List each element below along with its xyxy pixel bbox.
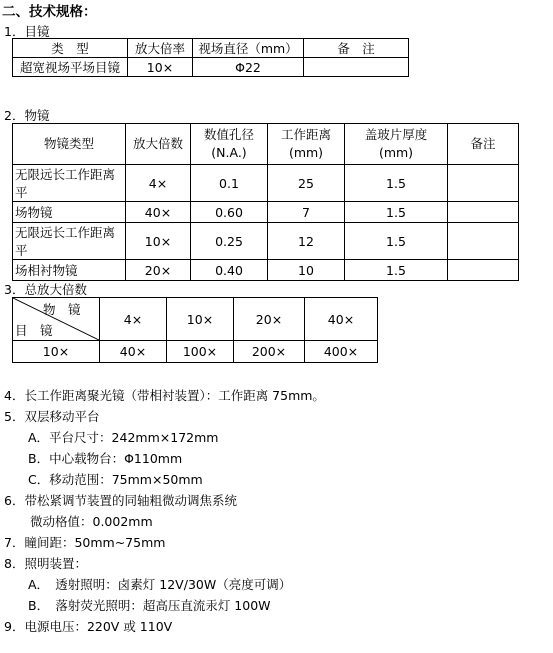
table-cell: 40×	[100, 341, 167, 363]
spec-item-7: 7．瞳间距：50mm~75mm	[4, 535, 166, 550]
header-cell: 40×	[305, 298, 378, 341]
header-cell: 20×	[234, 298, 305, 341]
table-cell: 1.5	[345, 260, 448, 281]
table-cell: 10	[268, 260, 345, 281]
table-row	[13, 58, 409, 77]
table-cell	[448, 223, 519, 260]
header-cell: 放大倍率	[128, 39, 193, 58]
header-cell: 物镜类型	[13, 124, 126, 165]
spec-item-4: 4．长工作距离聚光镜（带相衬装置）：工作距离 75mm。	[4, 388, 325, 403]
table-cell: 10×	[126, 223, 191, 260]
table-cell: 0.60	[191, 202, 268, 223]
spec-item-5a: A．平台尺寸：242mm×172mm	[28, 430, 219, 445]
table-cell: 无限远长工作距离平	[13, 165, 126, 202]
table-cell: Φ22	[193, 58, 304, 77]
spec-item-9: 9．电源电压：220V 或 110V	[4, 619, 173, 634]
spec-item-5c: C．移动范围：75mm×50mm	[28, 472, 203, 487]
table-cell: 1.5	[345, 202, 448, 223]
header-cell: 放大倍数	[126, 124, 191, 165]
spec-item-8a: A． 透射照明：卤素灯 12V/30W（亮度可调）	[28, 577, 292, 592]
eyepiece-table	[12, 38, 409, 77]
table-cell: 40×	[126, 202, 191, 223]
header-cell	[345, 124, 448, 165]
header-cell: 10×	[167, 298, 234, 341]
table-cell: 0.25	[191, 223, 268, 260]
table-cell: 200×	[234, 341, 305, 363]
total-title: 3．总放大倍数	[4, 282, 87, 297]
table-cell: 7	[268, 202, 345, 223]
spec-item-6: 6．带松紧调节装置的同轴粗微动调焦系统	[4, 493, 237, 508]
header-line: (N.A.)	[211, 145, 247, 160]
table-cell	[448, 260, 519, 281]
total-table	[12, 297, 378, 363]
corner-objective-label: 物 镜	[43, 302, 81, 317]
table-cell: 25	[268, 165, 345, 202]
table-cell: 1.5	[345, 165, 448, 202]
header-line: 工作距离	[280, 127, 331, 142]
table-cell: 超宽视场平场目镜	[13, 58, 128, 77]
header-line: (mm)	[288, 145, 324, 160]
table-header-row	[13, 124, 519, 165]
header-cell: 备 注	[304, 39, 409, 58]
spec-item-5: 5．双层移动平台	[4, 409, 100, 424]
header-cell: 视场直径（mm）	[193, 39, 304, 58]
table-header-row	[13, 298, 378, 341]
table-row	[13, 202, 519, 223]
header-cell: 类 型	[13, 39, 128, 58]
table-cell: 4×	[126, 165, 191, 202]
table-cell	[448, 165, 519, 202]
table-cell: 0.1	[191, 165, 268, 202]
corner-eyepiece-label: 目 镜	[15, 323, 53, 338]
eyepiece-title: 1．目镜	[4, 24, 50, 39]
spec-item-5b: B．中心载物台：Φ110mm	[28, 451, 183, 466]
table-cell: 20×	[126, 260, 191, 281]
header-line: 数值孔径	[203, 127, 254, 142]
objective-table	[12, 123, 519, 281]
table-cell: 12	[268, 223, 345, 260]
table-row	[13, 260, 519, 281]
table-row	[13, 341, 378, 363]
table-row	[13, 165, 519, 202]
table-cell: 10×	[128, 58, 193, 77]
corner-cell	[13, 298, 100, 341]
table-header-row	[13, 39, 409, 58]
table-cell: 0.40	[191, 260, 268, 281]
table-cell	[304, 58, 409, 77]
table-cell: 400×	[305, 341, 378, 363]
header-cell	[191, 124, 268, 165]
spec-item-6a: 微动格值：0.002mm	[30, 514, 153, 529]
section-heading: 二、技术规格：	[2, 4, 97, 20]
spec-item-8b: B． 落射荧光照明：超高压直流汞灯 100W	[28, 598, 271, 613]
header-cell: 备注	[448, 124, 519, 165]
table-cell: 10×	[13, 341, 100, 363]
header-cell: 4×	[100, 298, 167, 341]
table-cell: 100×	[167, 341, 234, 363]
table-cell	[448, 202, 519, 223]
table-row	[13, 223, 519, 260]
header-cell	[268, 124, 345, 165]
header-line: 盖玻片厚度	[364, 127, 428, 142]
table-cell: 场相衬物镜	[13, 260, 126, 281]
spec-item-8: 8．照明装置：	[4, 556, 87, 571]
table-cell: 无限远长工作距离平	[13, 223, 126, 260]
header-line: (mm)	[378, 145, 414, 160]
table-cell: 场物镜	[13, 202, 126, 223]
table-cell: 1.5	[345, 223, 448, 260]
objective-title: 2．物镜	[4, 108, 50, 123]
